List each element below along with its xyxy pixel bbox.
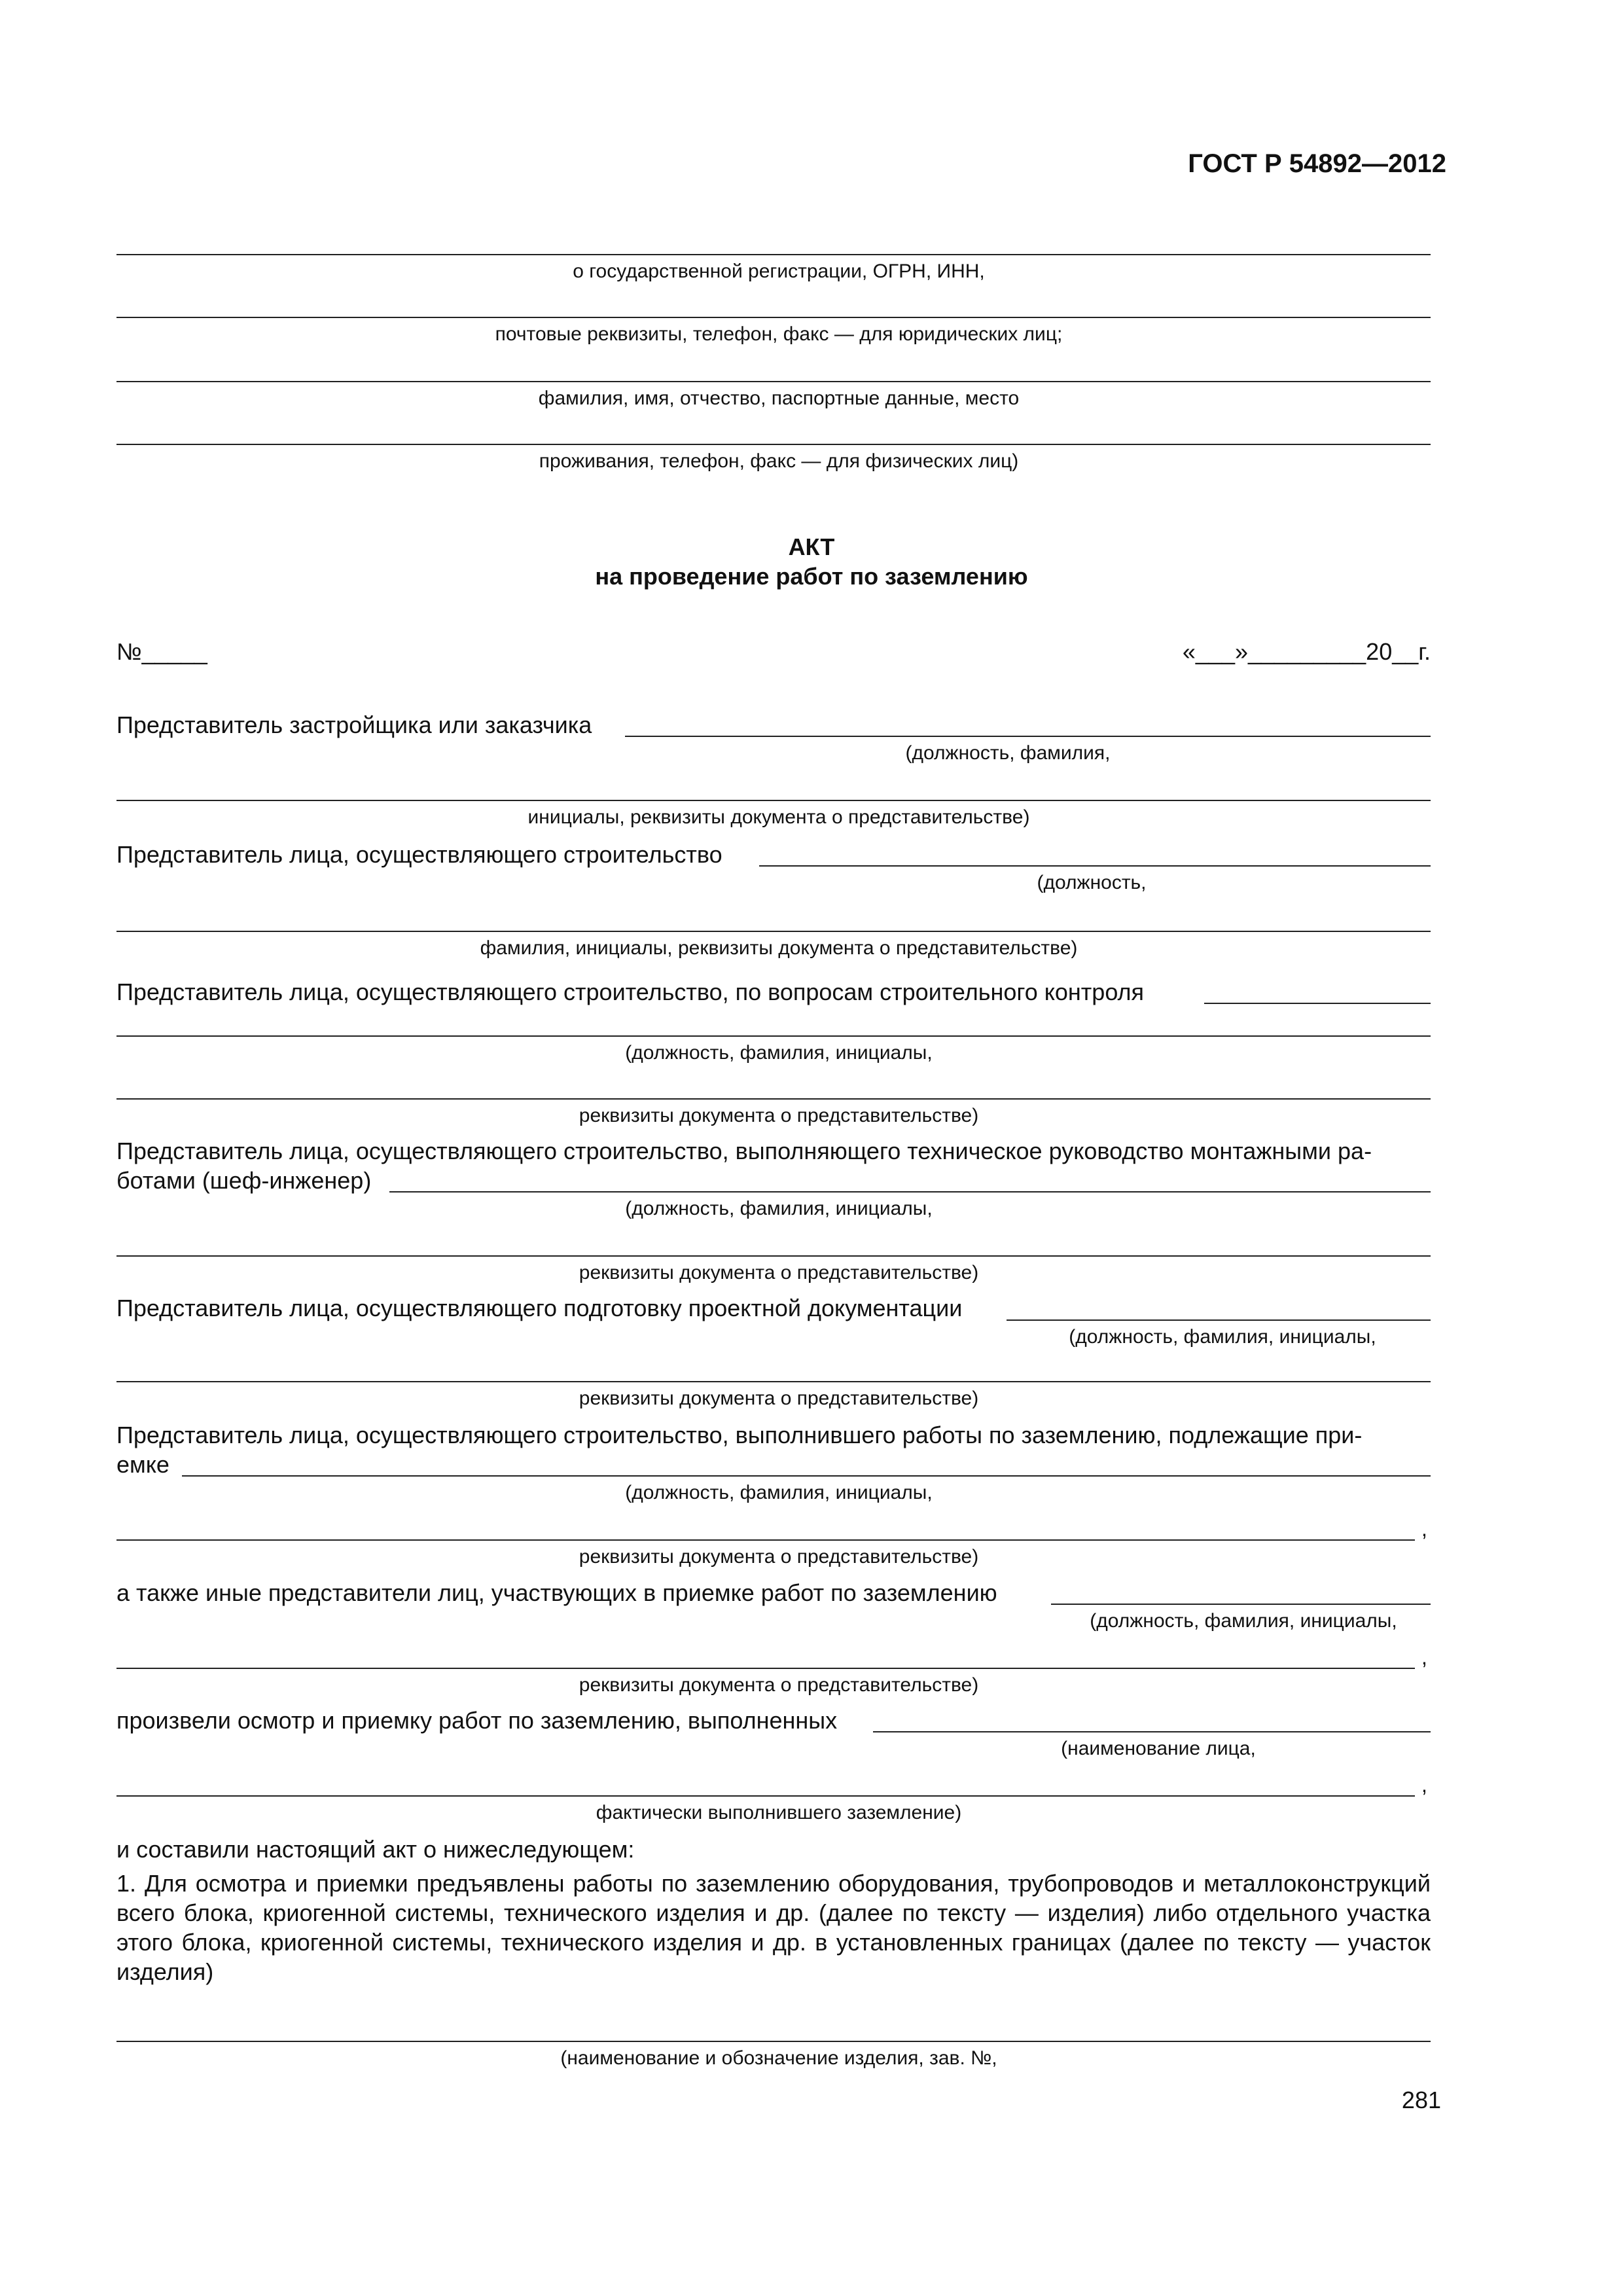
grounding-caption-2: реквизиты документа о представительстве)	[579, 1546, 979, 1568]
inspected-caption-1: (наименование лица,	[1061, 1738, 1256, 1759]
design-label: Представитель лица, осуществляющего подготовку проектной документации	[116, 1295, 963, 1321]
org-line-4[interactable]	[116, 444, 1431, 445]
org-caption-2: почтовые реквизиты, телефон, факс — для юридических лиц;	[495, 323, 1063, 345]
chief-label-1: Представитель лица, осуществляющего строительство, выполняющего техническое руководство монтажными ра-	[116, 1138, 1372, 1164]
others-comma: ,	[1421, 1645, 1427, 1669]
grounding-label-2: емке	[116, 1451, 169, 1478]
inspected-label: произвели осмотр и приемку работ по заземлению, выполненных	[116, 1707, 838, 1734]
act-title: АКТ	[788, 533, 835, 560]
act-date[interactable]: «___»_________20__г.	[1182, 638, 1431, 665]
org-caption-3: фамилия, имя, отчество, паспортные данные, место	[538, 387, 1020, 409]
control-caption-2: реквизиты документа о представительстве)	[579, 1105, 979, 1126]
compiled-text: и составили настоящий акт о нижеследующем:	[116, 1836, 635, 1863]
control-caption-1: (должность, фамилия, инициалы,	[625, 1042, 933, 1064]
org-caption-1: о государственной регистрации, ОГРН, ИНН,	[573, 260, 985, 282]
grounding-line[interactable]	[182, 1475, 1431, 1477]
grounding-caption-1: (должность, фамилия, инициалы,	[625, 1482, 933, 1503]
inspected-line[interactable]	[873, 1731, 1431, 1732]
chief-caption-1: (должность, фамилия, инициалы,	[625, 1198, 933, 1219]
inspected-comma: ,	[1421, 1773, 1427, 1797]
page-number: 281	[1401, 2087, 1441, 2113]
org-line-1[interactable]	[116, 254, 1431, 255]
control-line[interactable]	[1204, 1003, 1431, 1004]
developer-caption-1: (должность, фамилия,	[905, 742, 1111, 764]
builder-caption-1: (должность,	[1037, 872, 1147, 893]
org-line-2[interactable]	[116, 317, 1431, 318]
chief-line-2[interactable]	[116, 1255, 1431, 1257]
grounding-line-2[interactable]	[116, 1539, 1415, 1541]
developer-caption-2: инициалы, реквизиты документа о представительстве)	[527, 806, 1030, 828]
builder-line[interactable]	[759, 865, 1431, 867]
act-number[interactable]: №_____	[116, 638, 207, 665]
chief-label-2: ботами (шеф-инженер)	[116, 1167, 372, 1194]
others-line[interactable]	[1051, 1604, 1431, 1605]
others-caption-2: реквизиты документа о представительстве)	[579, 1674, 979, 1696]
org-line-3[interactable]	[116, 381, 1431, 382]
control-line-3[interactable]	[116, 1098, 1431, 1100]
design-caption-1: (должность, фамилия, инициалы,	[1069, 1326, 1376, 1348]
act-subtitle: на проведение работ по заземлению	[595, 563, 1028, 590]
item-1-caption: (наименование и обозначение изделия, зав. №,	[560, 2047, 997, 2069]
others-caption-1: (должность, фамилия, инициалы,	[1090, 1610, 1397, 1632]
inspected-line-2[interactable]	[116, 1795, 1415, 1797]
design-line-2[interactable]	[116, 1381, 1431, 1382]
developer-line-2[interactable]	[116, 800, 1431, 801]
control-line-2[interactable]	[116, 1035, 1431, 1037]
others-label: а также иные представители лиц, участвующих в приемке работ по заземлению	[116, 1579, 997, 1606]
grounding-comma: ,	[1421, 1517, 1427, 1541]
document-code: ГОСТ Р 54892—2012	[1188, 149, 1446, 178]
org-caption-4: проживания, телефон, факс — для физических лиц)	[539, 450, 1019, 472]
chief-caption-2: реквизиты документа о представительстве)	[579, 1262, 979, 1283]
control-label: Представитель лица, осуществляющего строительство, по вопросам строительного контроля	[116, 978, 1145, 1005]
builder-line-2[interactable]	[116, 931, 1431, 932]
design-caption-2: реквизиты документа о представительстве)	[579, 1388, 979, 1409]
developer-label: Представитель застройщика или заказчика	[116, 711, 592, 738]
developer-line[interactable]	[625, 736, 1431, 737]
item-1-line[interactable]	[116, 2041, 1431, 2042]
others-line-2[interactable]	[116, 1668, 1415, 1669]
grounding-label-1: Представитель лица, осуществляющего строительство, выполнившего работы по заземлению, подлежащие при-	[116, 1422, 1363, 1448]
chief-line[interactable]	[389, 1191, 1431, 1193]
builder-label: Представитель лица, осуществляющего строительство	[116, 841, 722, 868]
builder-caption-2: фамилия, инициалы, реквизиты документа о представительстве)	[480, 937, 1078, 959]
design-line[interactable]	[1007, 1319, 1431, 1321]
item-1-paragraph: 1. Для осмотра и приемки предъявлены работы по заземлению оборудования, трубопроводов и металлоконструкций всего блока, криогенной системы, технического изделия и др. (далее по тексту — изделия) либо отдельного участка этого блока, криогенной системы, технического изделия и др. в установленных границах (далее по тексту — участок изделия)	[116, 1870, 1431, 1985]
inspected-caption-2: фактически выполнившего заземление)	[596, 1802, 962, 1823]
